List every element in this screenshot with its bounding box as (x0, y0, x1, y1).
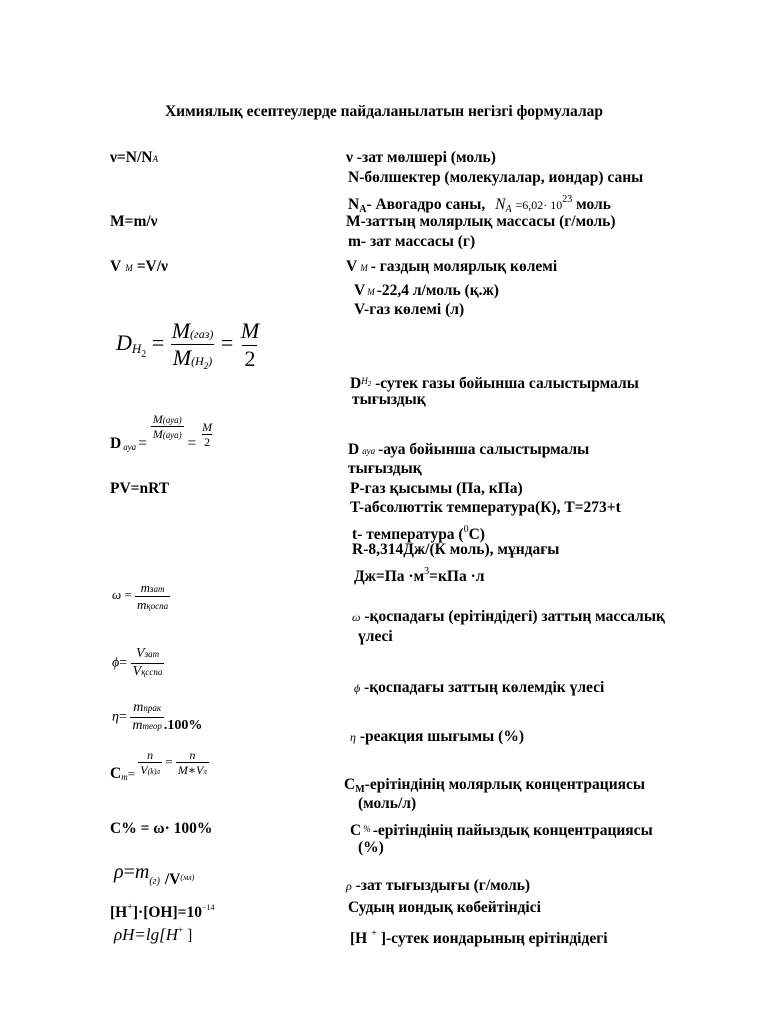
fraction-air-m-over-2: $\frac{M}{2}$ (202, 420, 213, 450)
formula-molar-volume: V M =V/ν (110, 258, 168, 275)
fraction-gas-over-h2: $\frac{\text{M(газ)}}{M(H2)}$ (171, 318, 214, 372)
desc-mass: m- зат массасы (г) (348, 233, 476, 250)
desc-mass-fraction-cont: үлесі (358, 628, 393, 645)
desc-hydrogen-ions: [H + ]-сутек иондарының ерітіндідегі (350, 928, 608, 947)
formula-amount-of-substance (110, 148, 158, 169)
fraction-m-over-2: $\frac{M}{2}$ (240, 318, 260, 371)
desc-particles-count: N-бөлшектер (молекулалар, иондар) саны (348, 169, 644, 186)
desc-ionic-product: Судың иондық көбейтіндісі (348, 899, 541, 916)
fraction-molar-conc-2: $\frac{n}{M∗Vл}$ (177, 748, 207, 778)
desc-relative-density-air-cont: тығыздық (348, 460, 422, 477)
formula-subscript: A (152, 154, 158, 164)
desc-percent-concentration: C % -ерітіндінің пайыздық концентрациясы (350, 822, 653, 839)
formula-density: $\rho=m_{(г)}$ $_{/V}$(мл) (114, 861, 195, 888)
desc-mass-fraction: ω -қоспадағы (ерітіндідегі) заттың массалық (352, 608, 665, 625)
formula-ideal-gas: PV=nRT (110, 480, 170, 497)
desc-relative-density-h2-cont: тығыздық (352, 391, 426, 408)
formula-molar-concentration: $C_m=$ $\frac{n}{V(k)л}$ = $\frac{n}{M∗Vл}$ (110, 748, 207, 782)
desc-joule: $Дж=Па \cdot м^3=кПа \cdot л$ (354, 566, 485, 585)
desc-avogadro: $N_A-$ Авогадро саны, $N_A =6,02\cdot 10^{23}$ моль (348, 194, 611, 215)
fraction-mass: $\frac{\text{mзат}}{\text{mқоспа}}$ (137, 580, 169, 612)
desc-molar-concentration-cont: (моль/л) (358, 795, 417, 812)
page-title: Химиялық есептеулерде пайдаланылатын негізгі формулалар (164, 103, 604, 120)
desc-molar-volume: V M - газдың молярлық көлемі (346, 258, 558, 275)
fraction-volume: $\frac{\text{Vзат}}{\text{Vқсспа}}$ (132, 646, 163, 679)
desc-amount-of-substance: ν -зат мөлшері (моль) (346, 149, 496, 166)
desc-molar-mass: M-заттың молярлық массасы (г/моль) (346, 213, 616, 230)
formula-mass-fraction: ω = $\frac{\text{mзат}}{\text{mқоспа}}$ (112, 580, 169, 612)
formula-volume-fraction: ϕ= $\frac{\text{Vзат}}{\text{Vқсспа}}$ (112, 646, 163, 679)
desc-volume-fraction: ϕ -қоспадағы заттың көлемдік үлесі (354, 679, 605, 696)
desc-pressure: P-газ қысымы (Па, кПа) (350, 480, 523, 497)
fraction-yield: $\frac{\text{mпрак}}{\text{mтеор}}$ (132, 700, 162, 733)
formula-relative-density-h2: $D_{H2}$ = $\frac{\text{M(газ)}}{M(H2)}$ = $\frac{M}{2}$ (116, 318, 260, 372)
fraction-molar-conc: $\frac{n}{V(k)л}$ (140, 748, 161, 778)
desc-relative-density-air: Dауа -ауа бойынша салыстырмалы (348, 441, 590, 458)
formula-relative-density-air: D $_{ауа}$ = $\frac{\text{M(ауа)}}{\text{M(ауа)}}$ = $\frac{M}{2}$ (110, 412, 213, 453)
desc-absolute-temperature: T-абсолюттік температура(К), T=273+t (350, 499, 621, 516)
formula-percent-concentration: C% = ω· 100% (110, 820, 213, 837)
desc-reaction-yield: η -реакция шығымы (%) (350, 728, 524, 745)
desc-gas-volume: V-газ көлемі (л) (354, 301, 465, 318)
formula-reaction-yield: η= $\frac{\text{mпрак}}{\text{mтеор}}$ .100% (112, 700, 203, 733)
formula-ionic-product: $[H^+]\cdot[OH]=10^{-14}$ (110, 902, 215, 921)
desc-temperature: t- температура ($^0$C) (352, 524, 485, 543)
formula-ph: ρH=lg[H+ ] (114, 925, 193, 944)
desc-relative-density-h2: $D^H2$ -сутек газы бойынша салыстырмалы (350, 375, 639, 392)
desc-density: ρ -зат тығыздығы (г/моль) (346, 877, 531, 894)
desc-gas-constant: R-8,314Дж/(К моль), мұндағы (352, 541, 560, 558)
desc-molar-volume-value: V M -22,4 л/моль (қ.ж) (354, 282, 499, 299)
formula-text: ν=N/N (110, 149, 153, 166)
formula-molar-mass: M=m/ν (110, 213, 158, 230)
desc-molar-concentration: $C_M$-ерітіндінің молярлық концентрациясы (344, 776, 646, 795)
desc-percent-concentration-cont: (%) (358, 839, 384, 856)
fraction-air: $\frac{\text{M(ауа)}}{\text{M(ауа)}}$ (152, 412, 182, 442)
